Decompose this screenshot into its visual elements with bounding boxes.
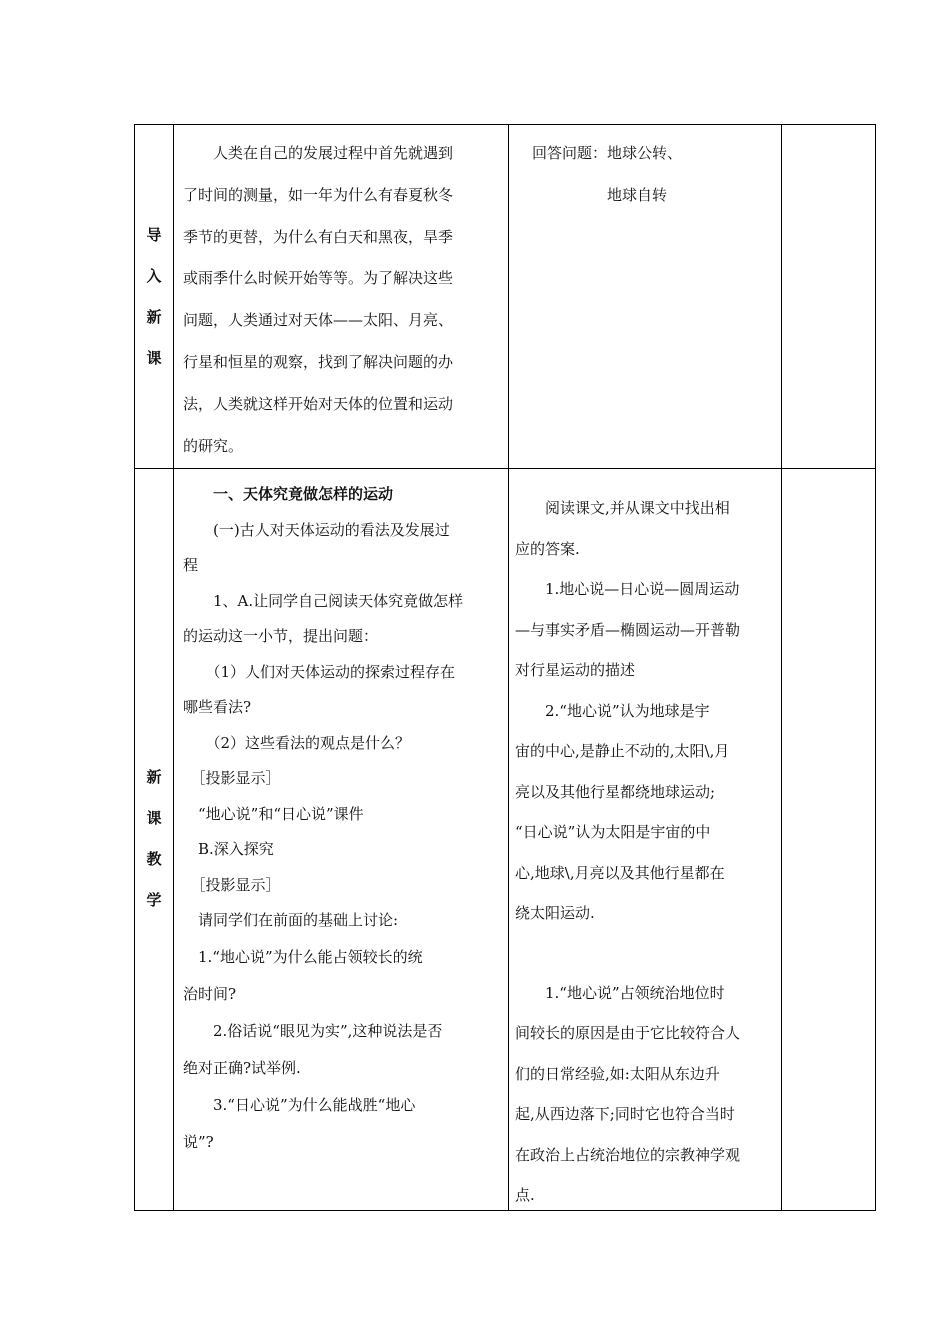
teacher-activity-new-lesson: 一、天体究竟做怎样的运动 (一)古人对天体运动的看法及发展过 程 1、A.让同学自己阅读天体究竟做怎样 的运动这一小节，提出问题： （1）人们对天体运动的探索过程存在 哪些看法? （2）这些看法的观点是什么？ ［投影显示］ “地心说”和“日心说”课件 B.深入探究 ［投影显示］ 请同学们在前面的基础上讨论: 1.“地心说”为什么能占领较长的统 治时间? 2.俗话说“眼见为实”,这种说法是否 绝对正确?试举例. 3.“日心说”为什么能战胜“地心 说”? — [183, 477, 505, 1161]
column-divider — [173, 125, 174, 1210]
lesson-plan-table — [134, 124, 876, 1211]
column-divider — [781, 125, 782, 1210]
stage-label-new-lesson: 新 课 教 学 — [146, 768, 162, 909]
student-activity-new-lesson: 阅读课文,并从课文中找出相 应的答案. 1.地心说—日心说—圆周运动 —与事实矛盾—椭圆运动—开普勒 对行星运动的描述 2.“地心说”认为地球是宇 宙的中心,是静止不动的,太阳\,月 亮以及其他行星都绕地球运动; “日心说”认为太阳是宇宙的中 心,地球\,月亮以及其他行星都在 绕太阳运动. 1.“地心说”占领统治地位时 间较长的原因是由于它比较符合人 们的日常经验,如:太阳从东边升 起,从西边落下;同时它也符合当时 在政治上占统治地位的宗教神学观 点. — [515, 499, 741, 1204]
stage-label-intro: 导 入 新 课 — [146, 225, 162, 367]
row-divider — [135, 468, 875, 469]
student-activity-intro: 回答问题：地球公转、 地球自转 — [517, 144, 683, 204]
teacher-activity-intro: 人类在自己的发展过程中首先就遇到 了时间的测量，如一年为什么有春夏秋冬 季节的更替，为什么有白天和黑夜，旱季 或雨季什么时候开始等等。为了解决这些 问题，人类通过对天体——太阳、月亮、 行星和恒星的观察，找到了解决问题的办 法，人类就这样开始对天体的位置和运动 的研究。 — [183, 144, 454, 455]
column-divider — [508, 125, 509, 1210]
section-heading: 一、天体究竟做怎样的运动 — [183, 485, 394, 503]
